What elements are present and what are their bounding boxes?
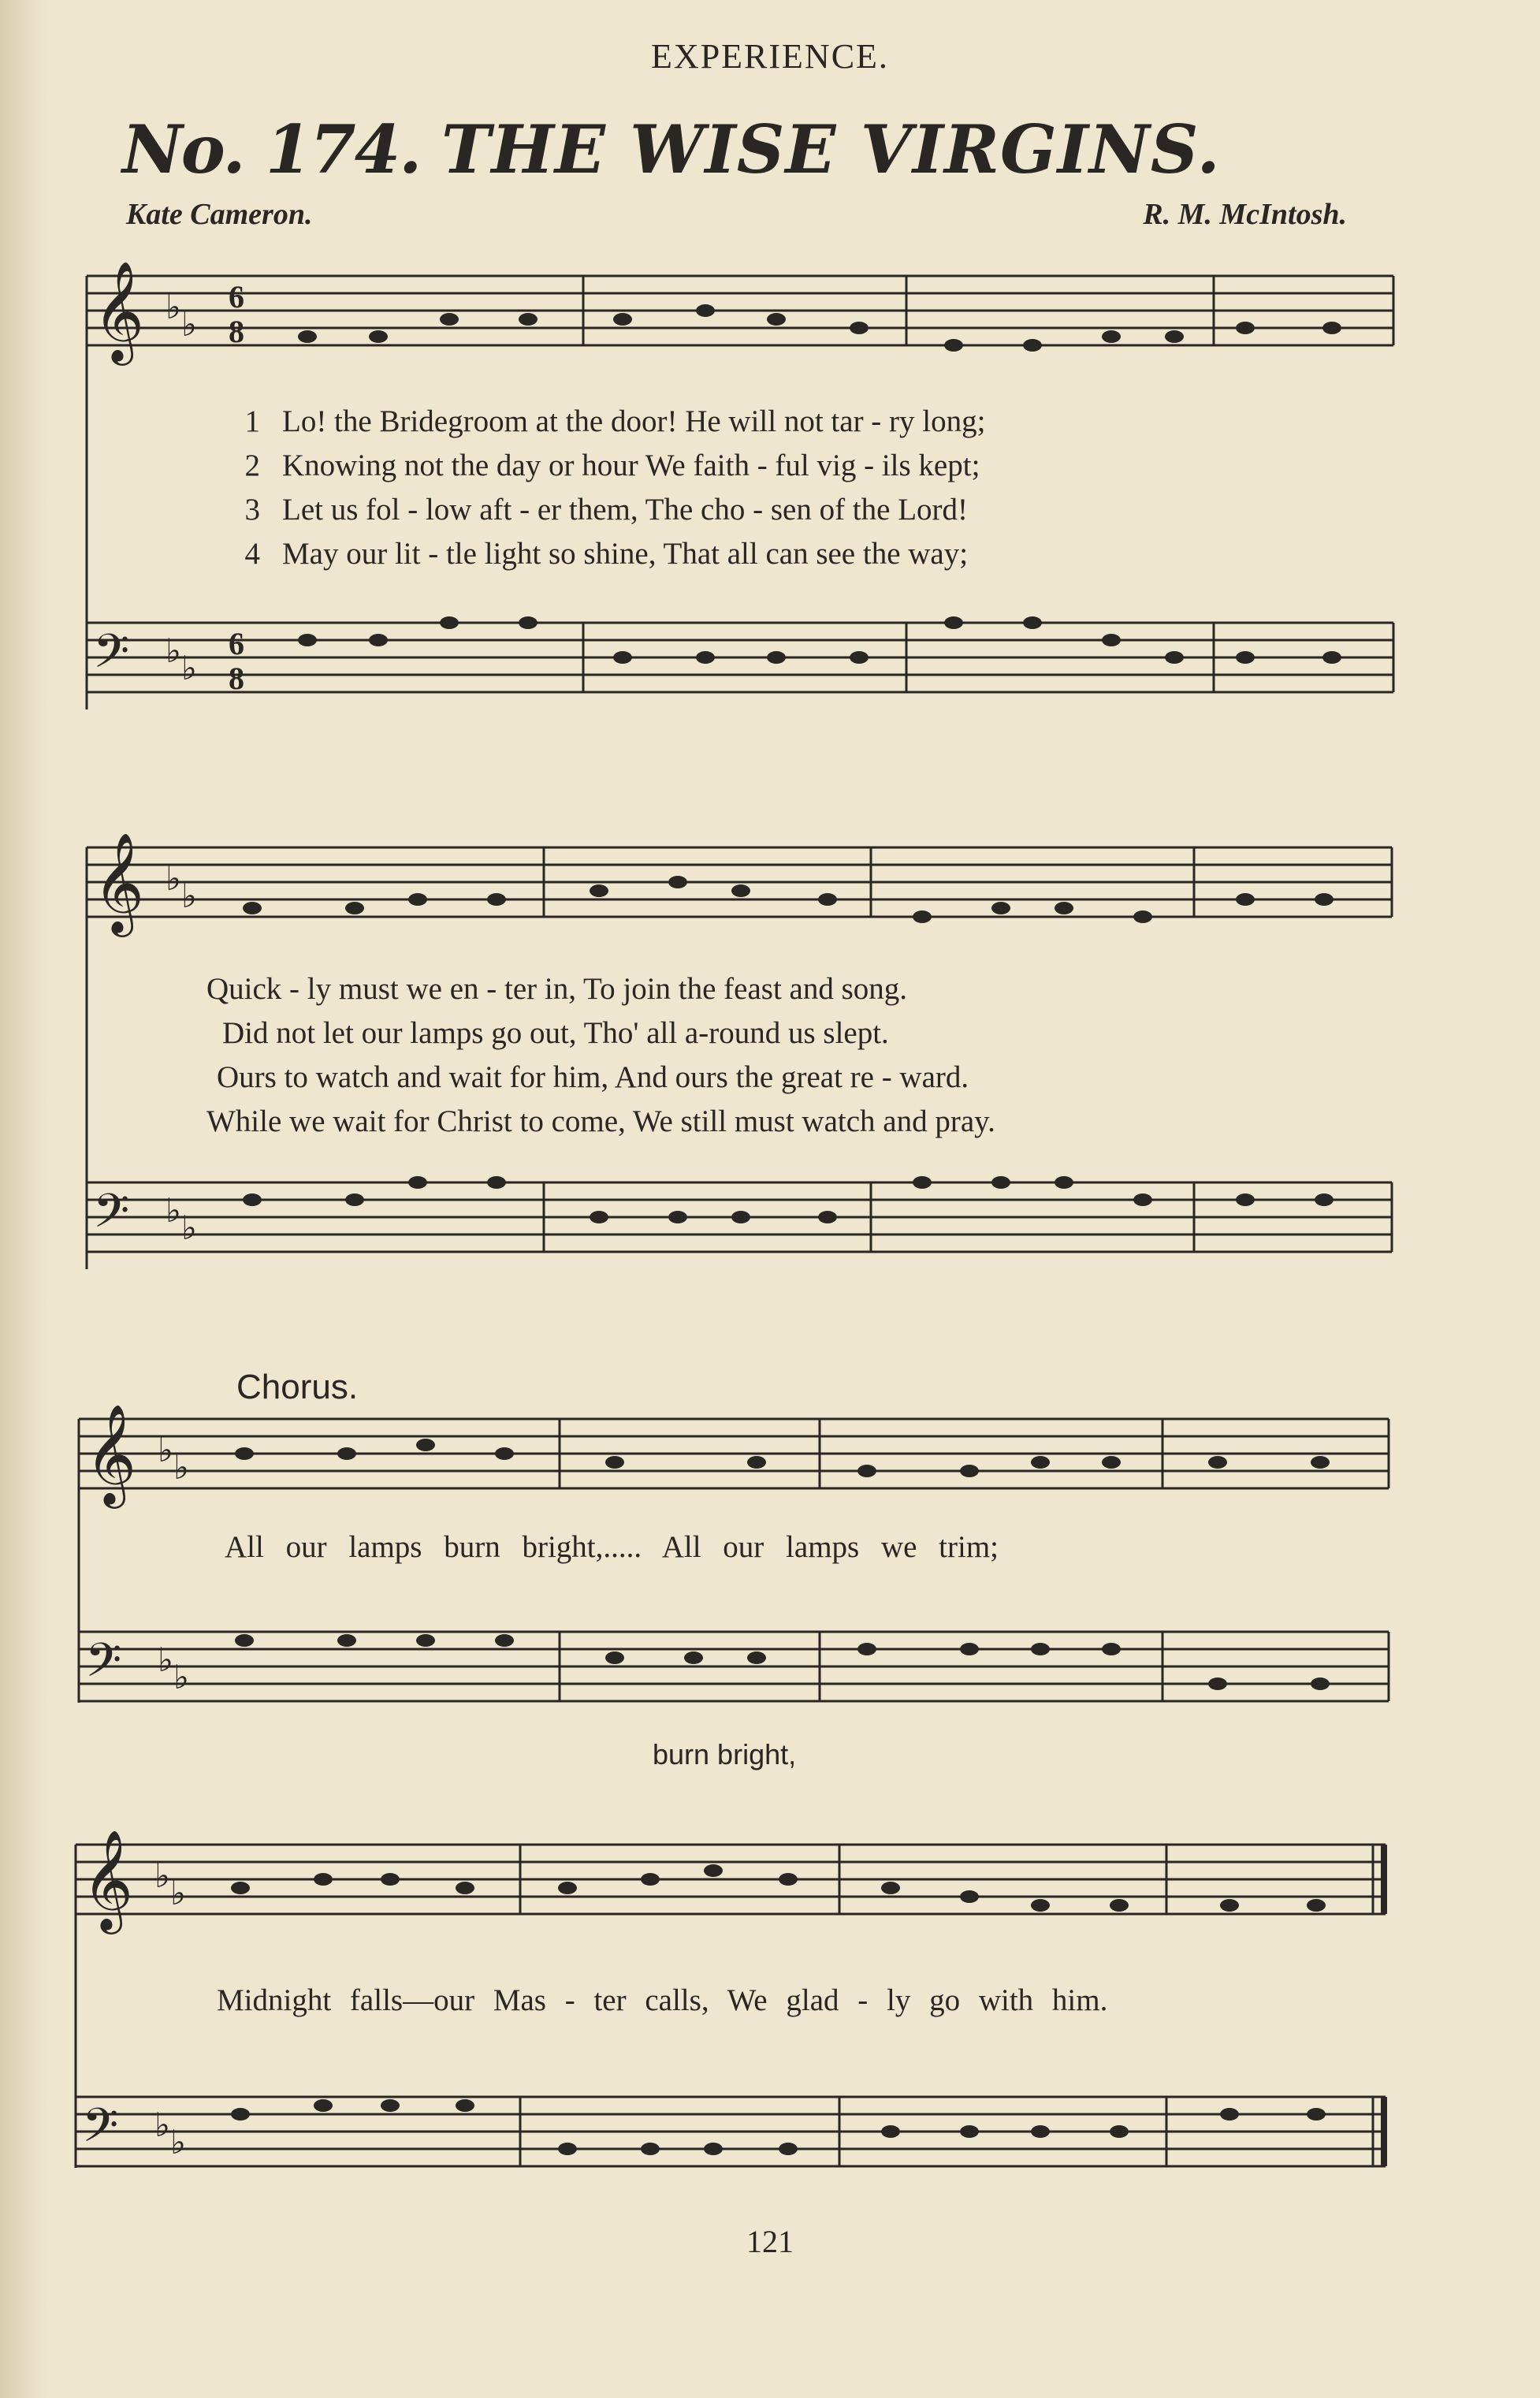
- svg-text:♭: ♭: [158, 1431, 173, 1469]
- svg-text:♭: ♭: [154, 1856, 170, 1895]
- verse-4-line-2: While we wait for Christ to come, We still must watch and pray.: [206, 1104, 995, 1138]
- svg-text:𝄢: 𝄢: [93, 1183, 130, 1249]
- svg-text:♭: ♭: [181, 877, 197, 915]
- chorus-lyric-line-1: All our lamps burn bright,..... All our lamps we trim;: [225, 1530, 999, 1564]
- verse-2-line-2: Did not let our lamps go out, Tho' all a-round us slept.: [222, 1016, 889, 1050]
- svg-text:♭: ♭: [170, 2123, 186, 2162]
- svg-text:6: 6: [229, 626, 244, 661]
- treble-staff: [87, 276, 1393, 345]
- svg-text:♭: ♭: [158, 1640, 173, 1679]
- svg-text:♭: ♭: [173, 1448, 189, 1487]
- svg-text:♭: ♭: [181, 1208, 197, 1247]
- svg-text:♭: ♭: [166, 1191, 181, 1230]
- svg-text:♭: ♭: [173, 1658, 189, 1696]
- svg-text:𝄞: 𝄞: [93, 260, 145, 361]
- svg-text:♭: ♭: [181, 305, 197, 344]
- svg-text:♭: ♭: [181, 649, 197, 687]
- svg-text:6: 6: [229, 279, 244, 315]
- verse-1-line-1: 1 Lo! the Bridegroom at the door! He will not tar - ry long;: [244, 404, 986, 438]
- bass-staff: [87, 623, 1393, 692]
- chorus-label: Chorus.: [236, 1368, 359, 1406]
- author: Kate Cameron.: [126, 198, 313, 231]
- svg-text:𝄢: 𝄢: [85, 1633, 122, 1699]
- page-number: 121: [746, 2224, 794, 2259]
- svg-text:♭: ♭: [154, 2106, 170, 2144]
- verse-3-line-1: 3 Let us fol - low aft - er them, The cho - sen of the Lord!: [244, 493, 968, 527]
- chorus-lyric-line-2: Midnight falls—our Mas - ter calls, We glad - ly go with him.: [217, 1983, 1108, 2017]
- svg-text:♭: ♭: [166, 288, 181, 326]
- hymn-title: THE WISE VIRGINS.: [441, 110, 1221, 188]
- verse-1-line-2: Quick - ly must we en - ter in, To join the feast and song.: [206, 972, 908, 1006]
- svg-text:𝄞: 𝄞: [85, 1403, 137, 1504]
- hymn-number: No. 174.: [122, 110, 421, 188]
- svg-text:♭: ♭: [170, 1874, 186, 1912]
- svg-text:♭: ♭: [166, 859, 181, 898]
- verse-3-line-2: Ours to watch and wait for him, And ours the great re - ward.: [217, 1060, 969, 1094]
- svg-text:8: 8: [229, 314, 244, 349]
- section-header: EXPERIENCE.: [651, 37, 889, 76]
- bass-lyric-note: burn bright,: [653, 1738, 797, 1771]
- svg-text:𝄢: 𝄢: [82, 2098, 119, 2164]
- svg-text:𝄢: 𝄢: [93, 624, 130, 690]
- svg-text:𝄞: 𝄞: [93, 832, 145, 933]
- svg-text:𝄞: 𝄞: [82, 1829, 134, 1930]
- composer: R. M. McIntosh.: [1143, 198, 1347, 231]
- svg-text:8: 8: [229, 661, 244, 696]
- svg-text:♭: ♭: [166, 631, 181, 670]
- verse-4-line-1: 4 May our lit - tle light so shine, That all can see the way;: [244, 537, 969, 571]
- verse-2-line-1: 2 Knowing not the day or hour We faith - ful vig - ils kept;: [244, 449, 980, 482]
